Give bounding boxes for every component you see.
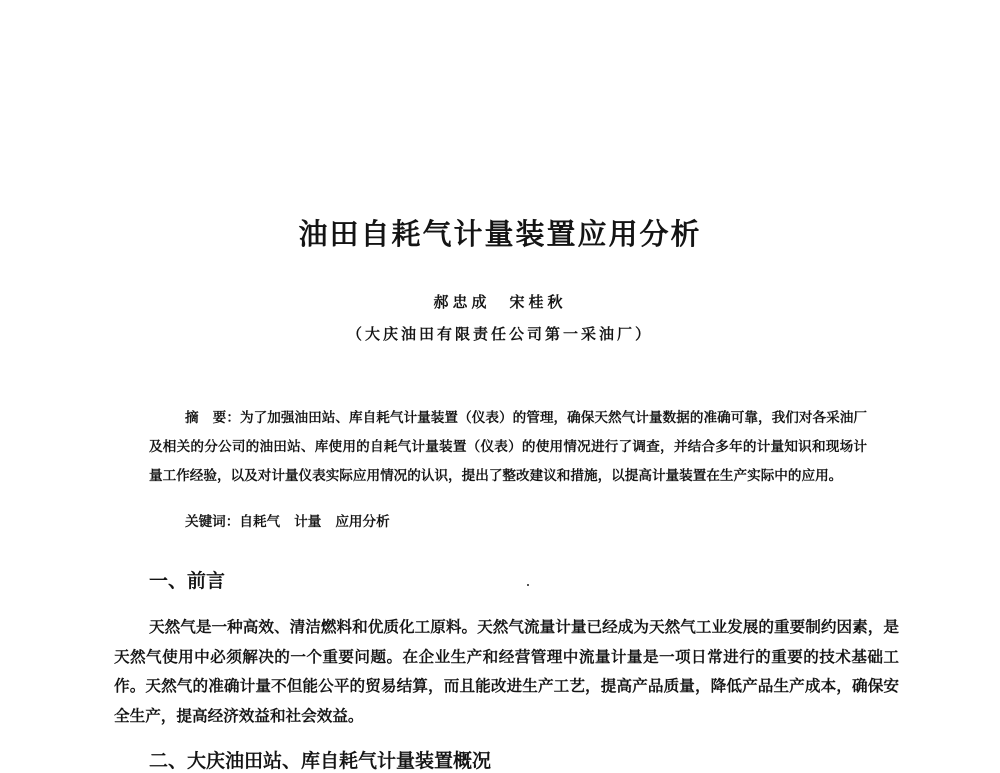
abstract-label-2: 要 (212, 410, 227, 426)
abstract-text: ：为了加强油田站、库自耗气计量装置（仪表）的管理，确保天然气计量数据的准确可靠，我们对各采油厂及相关的分公司的油田站、库使用的自耗气计量装置（仪表）的使用情况进行了调查，并结合多年的计量知识和现场计量工作经验，以及对计量仪表实际应用情况的认识，提出了整改建议和措施，以提高计量装置在生产实际中的应用。 (149, 410, 868, 484)
scan-speck (527, 584, 529, 586)
keywords (185, 510, 404, 530)
paper-title: 油田自耗气计量装置应用分析 (298, 217, 702, 251)
section-body-introduction: 天然气是一种高效、清洁燃料和优质化工原料。天然气流量计量已经成为天然气工业发展的重要制约因素，是天然气使用中必须解决的一个重要问题。在企业生产和经营管理中流量计量是一项日常进行的重要的技术基础工作。天然气的准确计量不但能公平的贸易结算，而且能改进生产工艺，提高产品质量，降低产品生产成本，确保安全生产，提高经济效益和社会效益。 (114, 617, 899, 725)
keyword-item: 应用分析 (335, 514, 390, 530)
section-heading-overview: 二、大庆油田站、库自耗气计量装置概况 (149, 750, 492, 772)
affiliation: （大庆油田有限责任公司第一采油厂） (346, 325, 653, 343)
keyword-item: 自耗气 (239, 514, 281, 530)
abstract (149, 404, 867, 491)
keywords-label: 关键词： (185, 514, 240, 530)
keyword-item: 计量 (294, 514, 322, 530)
authors: 郝忠成 宋桂秋 (433, 293, 567, 311)
abstract-label-1: 摘 (185, 410, 199, 426)
section-heading-introduction: 一、前言 (149, 570, 226, 592)
